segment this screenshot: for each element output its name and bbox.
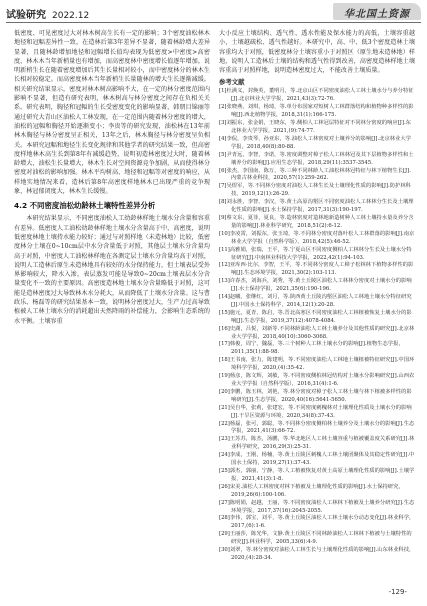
reference-item: [20]李鹏，陈玉林，刘艳，等.林分密度对樟子松人工林土壤与林下植被多样性的影响研究[J].生态学报，2020,40(16):5641-5650. (219, 388, 412, 403)
reference-item: [27]陈明娟，赵越，王丽，等.不同密度油松人工林林下植被及土壤养分研究[J].生态环境学报，2017,37(16):2045-2055. (219, 499, 415, 514)
reference-item: [14]赵曦，张继红，刘月，等.陕西黄土丘陵沟壑区油松人工林地土壤水分特征研究[J].中国水土保持科学，2014,12(1):20-28. (219, 294, 412, 308)
reference-item: [15]施元，夏青，陈启，等.晋北高寒区不同密度油松人工林植被恢复土壤水分的影响[J].生态学报，2019,37(12):4078-4084. (219, 309, 412, 324)
reference-item: [22]杨磊，张可，郭聪，等.不同林分密度侧柏林土壤养分及土壤水分的影响[J].生态学报，2021,41(3):66-72. (219, 420, 415, 435)
section-heading: 4.2 不同密度油松幼龄林土壤特性差异分析 (14, 201, 156, 211)
reference-item: [29]王丽莎，陈光华，文静.黄土丘陵区不同林龄油松人工林林下植被与土壤特性的研究[J].林业科学，2005,33(6):4-9. (219, 531, 412, 546)
header-journal-section (6, 6, 89, 21)
right-column (219, 29, 415, 563)
reference-item: [13]许春杰，刘海兵，刘秀，等.黄土丘陵区油松人工林林分密度对土壤水分的影响[J].水土保持学报，2021,35(6):190-196. (219, 278, 412, 293)
references-heading: 参考文献 (219, 78, 245, 87)
reference-item: [10]李凌霄，刘振东，张玉琦，等.不同林分密度对落叶松人工林群落的影响[J].南京林业大学学报（自然科学版），2018,42(5):46-52. (219, 230, 415, 245)
reference-item: [25]郭杰，郭丽，宁静，等.人工植被恢复对黄土高原土壤理化性质的影响[J].土壤学报，2021,41(3):1-8. (219, 467, 415, 482)
reference-item: [17]韩俊，周宁，魏磊，等.三个树种人工林土壤水分的影响[J].植物生态学报，2011,35(1):88-98. (219, 341, 404, 356)
reference-item: [18]王书南，张力，陈建明，等.不同密度油松人工林地土壤植被特征研究[J].中国环境科学学报，2020,(4):35-42. (219, 357, 415, 372)
reference-item: [16]史湖，吕悦，刘新等.不同林龄油松人工林土壤养分及其他性质的研究[J].北京林业大学学报，2018,40(10):3060-3068. (219, 325, 415, 340)
reference-item: [19]杨彦，陈文辉，刘敏，等.不同密度侧柏林冠结构对土壤水分影响研究[J].山西农业大学学报（自然科学版），2016,31(4):1-6. (219, 373, 415, 388)
header-magazine-title: 华北国土资源 (344, 9, 410, 20)
reference-item: [28]李伟，郭宝，刘平，等.黄土丘陵区油松人工林土壤水分动态变化[J].林业科学，2017,(6):1-6. (219, 515, 415, 530)
page-number: -129- (388, 588, 407, 596)
header-issue: 2022.12 (52, 11, 90, 21)
reference-item: [8]刘永胜，李智，李汉，等.黄土高原沟壑区不同密度油松人工林林分生长及土壤理化性质的影响[J].水土保持学报，2017,31(3):190-197. (219, 199, 414, 214)
conclusion-paragraph: 大小反应土壤结构、透气性、透水性能及保水能力的高低，土壤容重越小，土壤越疏松、透气性越好。本研究中，高、中、低3个密度造林土壤容重均大于对照，低密度林分土壤容重小于对照区（原生地未造林地）样地，说明人工造林后土壤的结构和透气性得到改善，高密度造林样地土壤容重高于对照样地，说明造林密度过大，不能改善土壤质量。 (219, 30, 415, 75)
reference-item: [11]高雅娟，张瑞，王平，等.宁夏山区不同密度侧柏人工林林分生长及土壤水分特征研究[J].中南林业科技大学学报，2022,42(1):94-103. (219, 246, 412, 261)
references-list (219, 88, 415, 562)
header-magazine-badge (333, 3, 421, 20)
reference-item: [9]蔡文东，夏菲，夏良，等.造林密度对造林地新造树种人工林土壤持水量及养分含量的影响[J].林业科学研究，2018,51(2):6-12. (219, 214, 414, 229)
reference-item: [21]吴自华，张莉，张建宏，等.不同密度刺槐林对土壤理化性质及土壤水分的影响[J].干旱区资源与环境，2020,34(8):37-43. (219, 404, 412, 419)
reference-item: [3]刘振东，张金娟，王晓东，等.侧柏人工林冠层特征对不同林分密度的响应[J].东北林业大学学报，2021,(9):74-77. (219, 120, 411, 135)
reference-item: [2]张晓燕，刘琪，杨琦，等.单分布国家对短树人工林群落结构和植物种多样性的影响[J].西北植物学报，2018,31(1):166-175. (219, 104, 414, 119)
reference-item: [30]刘翠，等.林分密度对油松人工林生长与土壤理化性质的影响[J].山东林业科技，2020,(4):28-34. (219, 547, 415, 561)
left-column (14, 29, 210, 326)
reference-item: [4]李侃，李贵琴，孙亚东，等.油松人工林密度对土壤养分的影响[J].北京林业大学学报，2018,40(8):80-88. (219, 135, 411, 150)
reference-item: [23]王苏苏，陈杰，汤鹏，等.华北地区人工林土壤容重与植被覆盖度关系研究[J].林业科学研究，2016,29(3):25-31. (219, 436, 415, 451)
reference-item: [6]张杰，李国南，陈万，等.三种不同林龄人工油松林林冠特征与林下植物生长[J].内蒙古林业科技，2020,57(1):259-262. (219, 167, 411, 182)
reference-item: [12]亚库西·比尔，李智，王平，等.不同林分密度人工樟子松林林下植物多样性的影响[J].生态环境学报，2021,30(2):103-113. (219, 262, 414, 277)
header-section-title: 试验研究 (6, 10, 46, 21)
section-body-paragraph: 本研究结果显示，不同密度油松人工幼龄林样地土壤水分含量和容重有差异。低密度人工油松幼龄林样地土壤水分含量高于中、高密度，说明低密度林地土壤持水能力较好；通过与对照样地（未造林地）比较，低密度林分土壤在0~10cm层中水分含量低于对照，其他层土壤水分含量均高于对照，中密度人工油松林样地在各测定层土壤水分含量均高于对照，说明人工造林后原生未造林地具有较好的水分保持能力，但土壤表层受外界影响较大，降水入渗，表层蒸发可能是导致0~20cm土壤表层水分含量变化不一致的主要原因。高密度造林地土壤水分含量略低于对照，这可能是造林密度过大导致林木水分耗大，从而降低了土壤水分含量。这与曹政乐、杨磊等的研究结果基本一致，说明林分密度过大，生产力过高导致植被人工林土壤水分的消耗超出天然降雨的补偿能力，会影响生态系统的水平衡。土壤容重 (14, 215, 211, 325)
reference-item: [1]杜满义，封焕英，董明月，等.北京山区不同密度油松人工林土壤水分与养分特征[J].北京林业大学学报，2021,43(3):72-76. (219, 88, 414, 103)
reference-item: [7]吴煜军，等.不同林分密度对油松人工林生长及土壤理化性质的影响[J].防护林科技，2019,12(1):26-29. (219, 183, 411, 198)
page-header (6, 3, 421, 23)
reference-item: [5]尹青远，李智，李诺，等.密度调整对樟子松人工林林冠及其下层植物多样性和土壤养分的影响[J].应用生态学报，2018,29(11):3537-3545. (219, 151, 414, 166)
reference-item: [24]李成，王刚，杨楠，等.黄土丘陵区刺槐人工林土壤团聚体及其稳定性研究[J].中国水土保持，2019,27(1):37-43. (219, 452, 415, 467)
reference-item: [26]宋美.油松人工林密度对林下植被及土壤理化性质的影响[J].水土保持研究，2019,26(6):100-106. (219, 483, 404, 498)
discussion-paragraph: 低密度、可见密度过大对林木树高生长有一定的影响；3个密度油松林木地径和冠幅差异性一致，在造林后第3年差异不显著，随着林龄增大差异显著，且随林龄增加地径和冠幅增长值均表现为低密度>中密度>高密度，林木木当年新梢量也有增加，而高密度林中密度增长值逐年增加。说明新梢生长在随着密度增加后其生长量相对较小，而中密度林分的林木生长相对较稳定。而高密度林木当年新梢生长量随林的增大生长逐渐减缓。相关研究结果显示，密度对林木树高影响不大，在一定的林分密度范围内影响不显著，但造有研究表明，林木树高与林分密度之间存在负相关关系。研究表明，胸径和冠幅的生长受密度变化的影响显著，韩朋目锦丽等通过研究大青山区油松人工林发现，在一定范围内随着林分密度的增大，油松的冠幅和胸径开始逐渐变小；李贵等的研究发现，油松林在13年前林木胸径与林分密度呈正相关，13年之后，林木胸径与林分密度呈负相关。本研究冠幅和地径生长变化规律和其他学者的研究结果一致，但高密度样地林木高生长到第8年有减缓趋势，说明初造林密度过大时，随着林龄增大，油松生长量增大，林木生长对空间资源竞争加剧，从而使得林分密度对油松的影响加强。林木平均树高、地径和冠幅等对密度的响应，从样地实地情况来看，造林后第8年高密度样地林木已出现严重的竞争现象，林冠郁闭度大，林木生长缓慢。 (14, 30, 211, 196)
